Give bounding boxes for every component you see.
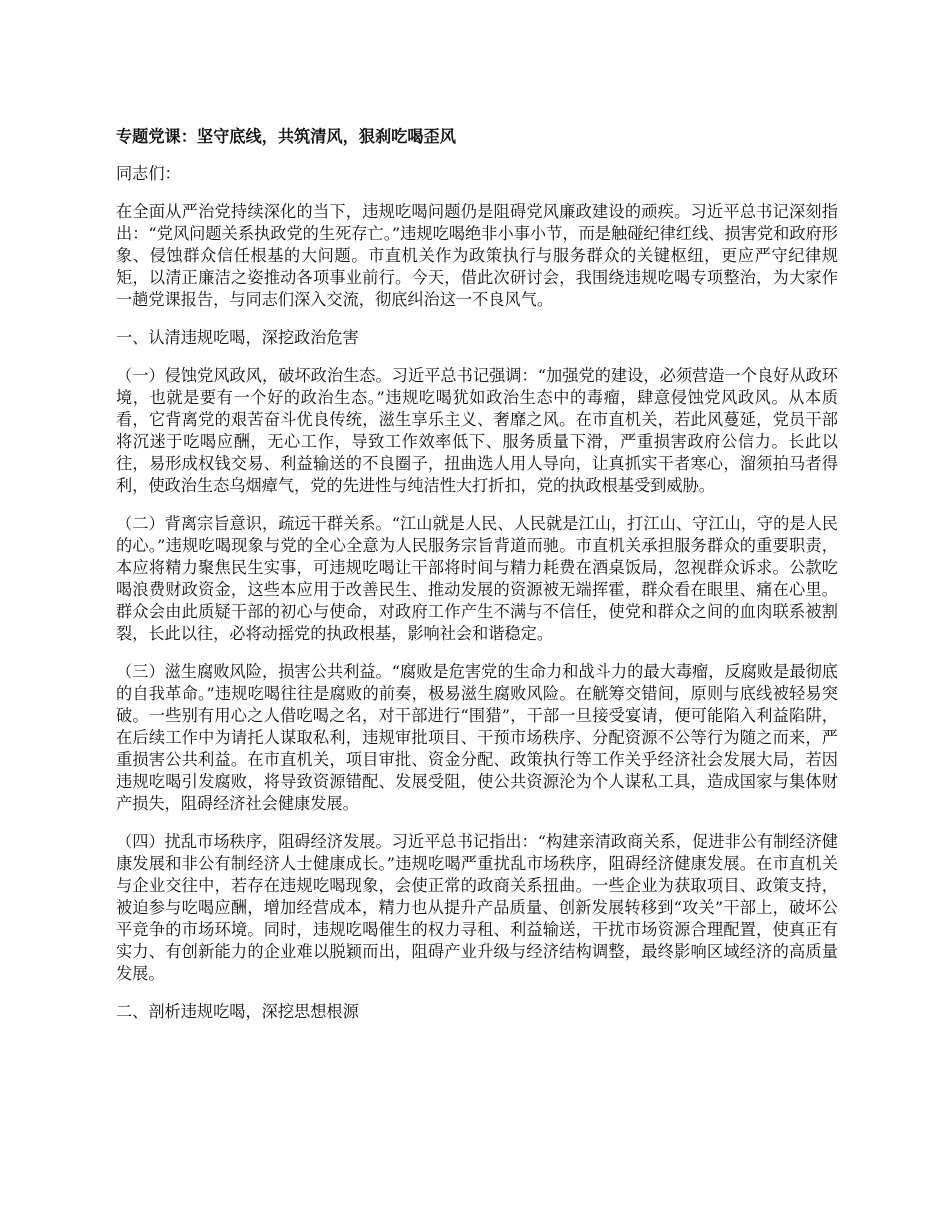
intro-paragraph: 在全面从严治党持续深化的当下，违规吃喝问题仍是阻碍党风廉政建设的顽疾。习近平总书记深刻指出：“党风问题关系执政党的生死存亡。”违规吃喝绝非小事小节，而是触碰纪律红线、损害党和政府形象、侵蚀群众信任根基的大问题。市直机关作为政策执行与服务群众的关键枢纽，更应严守纪律规矩，以清正廉洁之姿推动各项事业前行。今天，借此次研讨会，我围绕违规吃喝专项整治，为大家作一趟党课报告，与同志们深入交流，彻底纠治这一不良风气。 [116,202,838,309]
paragraph-4: （四）扰乱市场秩序，阻碍经济发展。习近平总书记指出：“构建亲清政商关系，促进非公有制经济健康发展和非公有制经济人士健康成长。”违规吃喝严重扰乱市场秩序，阻碍经济健康发展。在市直机关与企业交往中，若存在违规吃喝现象，会使正常的政商关系扭曲。一些企业为获取项目、政策支持，被迫参与吃喝应酬，增加经营成本，精力也从提升产品质量、创新发展转移到“攻关”干部上，破坏公平竞争的市场环境。同时，违规吃喝催生的权力寻租、利益输送，干扰市场资源合理配置，使真正有实力、有创新能力的企业难以脱颖而出，阻碍产业升级与经济结构调整，最终影响区域经济的高质量发展。 [116,832,838,983]
document-title: 专题党课：坚守底线，共筑清风，狠刹吃喝歪风 [116,127,456,146]
paragraph-3: （三）滋生腐败风险，损害公共利益。“腐败是危害党的生命力和战斗力的最大毒瘤，反腐败是最彻底的自我革命。”违规吃喝往往是腐败的前奏，极易滋生腐败风险。在觥筹交错间，原则与底线被轻易突破。一些别有用心之人借吃喝之名，对干部进行“围猎”，干部一旦接受宴请，便可能陷入利益陷阱，在后续工作中为请托人谋取私利，违规审批项目、干预市场秩序、分配资源不公等行为随之而来，严重损害公共利益。在市直机关，项目审批、资金分配、政策执行等工作关乎经济社会发展大局，若因违规吃喝引发腐败，将导致资源错配、发展受阻，使公共资源沦为个人谋私工具，造成国家与集体财产损失，阻碍经济社会健康发展。 [116,662,838,813]
paragraph-1: （一）侵蚀党风政风，破坏政治生态。习近平总书记强调：“加强党的建设，必须营造一个良好从政环境，也就是要有一个好的政治生态。”违规吃喝犹如政治生态中的毒瘤，肆意侵蚀党风政风。从本质看，它背离党的艰苦奋斗优良传统，滋生享乐主义、奢靡之风。在市直机关，若此风蔓延，党员干部将沉迷于吃喝应酬，无心工作，导致工作效率低下、服务质量下滑，严重损害政府公信力。长此以往，易形成权钱交易、利益输送的不良圈子，扭曲选人用人导向，让真抓实干者寒心，溜须拍马者得利，使政治生态乌烟瘴气，党的先进性与纯洁性大打折扣，党的执政根基受到威胁。 [116,366,838,495]
paragraph-2: （二）背离宗旨意识，疏远干群关系。“江山就是人民、人民就是江山，打江山、守江山，守的是人民的心。”违规吃喝现象与党的全心全意为人民服务宗旨背道而驰。市直机关承担服务群众的重要职责，本应将精力聚焦民生实事，可违规吃喝让干部将时间与精力耗费在酒桌饭局，忽视群众诉求。公款吃喝浪费财政资金，这些本应用于改善民生、推动发展的资源被无端挥霍，群众看在眼里、痛在心里。群众会由此质疑干部的初心与使命，对政府工作产生不满与不信任，使党和群众之间的血肉联系被割裂，长此以往，必将动摇党的执政根基，影响社会和谐稳定。 [116,514,838,643]
section-2-heading: 二、剖析违规吃喝，深挖思想根源 [116,1002,359,1021]
document-page [116,126,838,1039]
greeting: 同志们： [116,164,181,183]
section-1-heading: 一、认清违规吃喝，深挖政治危害 [116,328,359,347]
